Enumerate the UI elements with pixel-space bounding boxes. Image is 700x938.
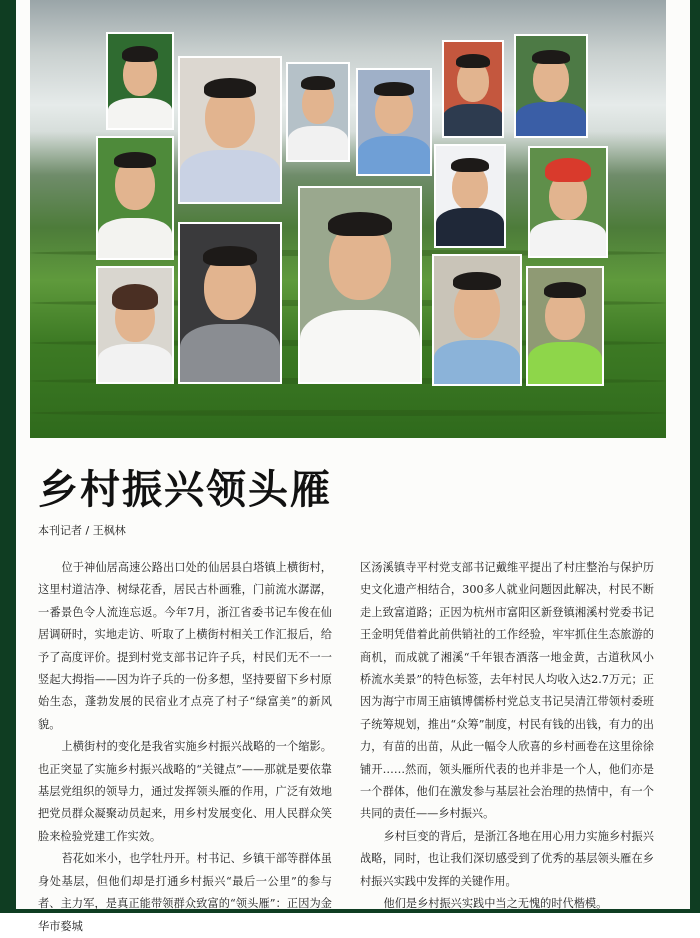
portrait-photo — [442, 40, 504, 138]
portrait-photo — [432, 254, 522, 386]
article-title: 乡村振兴领头雁 — [38, 467, 332, 513]
portrait-photo — [178, 222, 282, 384]
portrait-photo — [96, 136, 174, 260]
portrait-photo — [286, 62, 350, 162]
article-byline: 本刊记者 / 王枫林 — [38, 524, 126, 537]
portrait-photo — [178, 56, 282, 204]
portrait-photo — [96, 266, 174, 384]
right-text-column — [360, 557, 654, 916]
paragraph: 位于神仙居高速公路出口处的仙居县白塔镇上横街村，这里村道洁净、树绿花香，居民古朴画雅，门前流水潺潺，一番景色令人流连忘返。今年7月，浙江省委书记车俊在仙居调研时，实地走访、听取了上横街村相关工作汇报后，给予了高度评价。提到村党支部书记许子兵，村民们无不一一竖起大拇指——因为许子兵的一份多想，坚持要留下乡村原始生态，蓬勃发展的民宿业才点亮了村子“绿富美”的新风貌。 — [38, 561, 332, 731]
paragraph: 上横街村的变化是我省实施乡村振兴战略的一个缩影。也正突显了实施乡村振兴战略的“关键点”——那就是要依靠基层党组织的领导力，通过发挥领头雁的作用，广泛有效地把党员群众凝聚动员起来，用乡村发展变化、用人民群众笑脸来检验党建工作实效。 — [38, 740, 332, 843]
paragraph: 乡村巨变的背后，是浙江各地在用心用力实施乡村振兴战略，同时，也让我们深切感受到了优秀的基层领头雁在乡村振兴实践中发挥的关键作用。 — [360, 829, 654, 888]
hero-collage — [30, 0, 666, 438]
paragraph: 苔花如米小，也学牡丹开。村书记、乡镇干部等群体虽身处基层，但他们却是打通乡村振兴“最后一公里”的参与者、主力军，是真正能带领群众致富的“领头雁”：正因为金华市婺城 — [38, 852, 332, 933]
portrait-photo — [514, 34, 588, 138]
portrait-photo — [528, 146, 608, 258]
paragraph: 区汤溪镇寺平村党支部书记戴维平提出了村庄整治与保护历史文化遗产相结合，300多人就业问题因此解决，村民不断走上致富道路；正因为杭州市富阳区新登镇湘溪村党委书记王金明凭借着此前供销社的工作经验，牢牢抓住生态旅游的商机，而成就了湘溪“千年银杏酒落一地金黄，古道秋风小桥流水美景”的特色标签，去年村民人均收入达2.7万元；正因为海宁市周王庙镇博儒桥村党总支书记吴清江带领村委班子统筹规划，推出“众筹”制度，村民有钱的出钱，有力的出力，有苗的出苗，从此一幅令人欣喜的乡村画卷在这里徐徐铺开……然而，领头雁所代表的也并非是一个人，他们亦是一个群体，他们在激发参与基层社会治理的热情中，有一个共同的责任——乡村振兴。 — [360, 561, 654, 821]
left-text-column — [38, 557, 332, 938]
portrait-photo — [298, 186, 422, 384]
paragraph: 他们是乡村振兴实践中当之无愧的时代楷模。 — [383, 897, 608, 911]
portrait-photo — [526, 266, 604, 386]
portrait-photo — [106, 32, 174, 130]
portrait-photo — [434, 144, 506, 248]
portrait-photo — [356, 68, 432, 176]
